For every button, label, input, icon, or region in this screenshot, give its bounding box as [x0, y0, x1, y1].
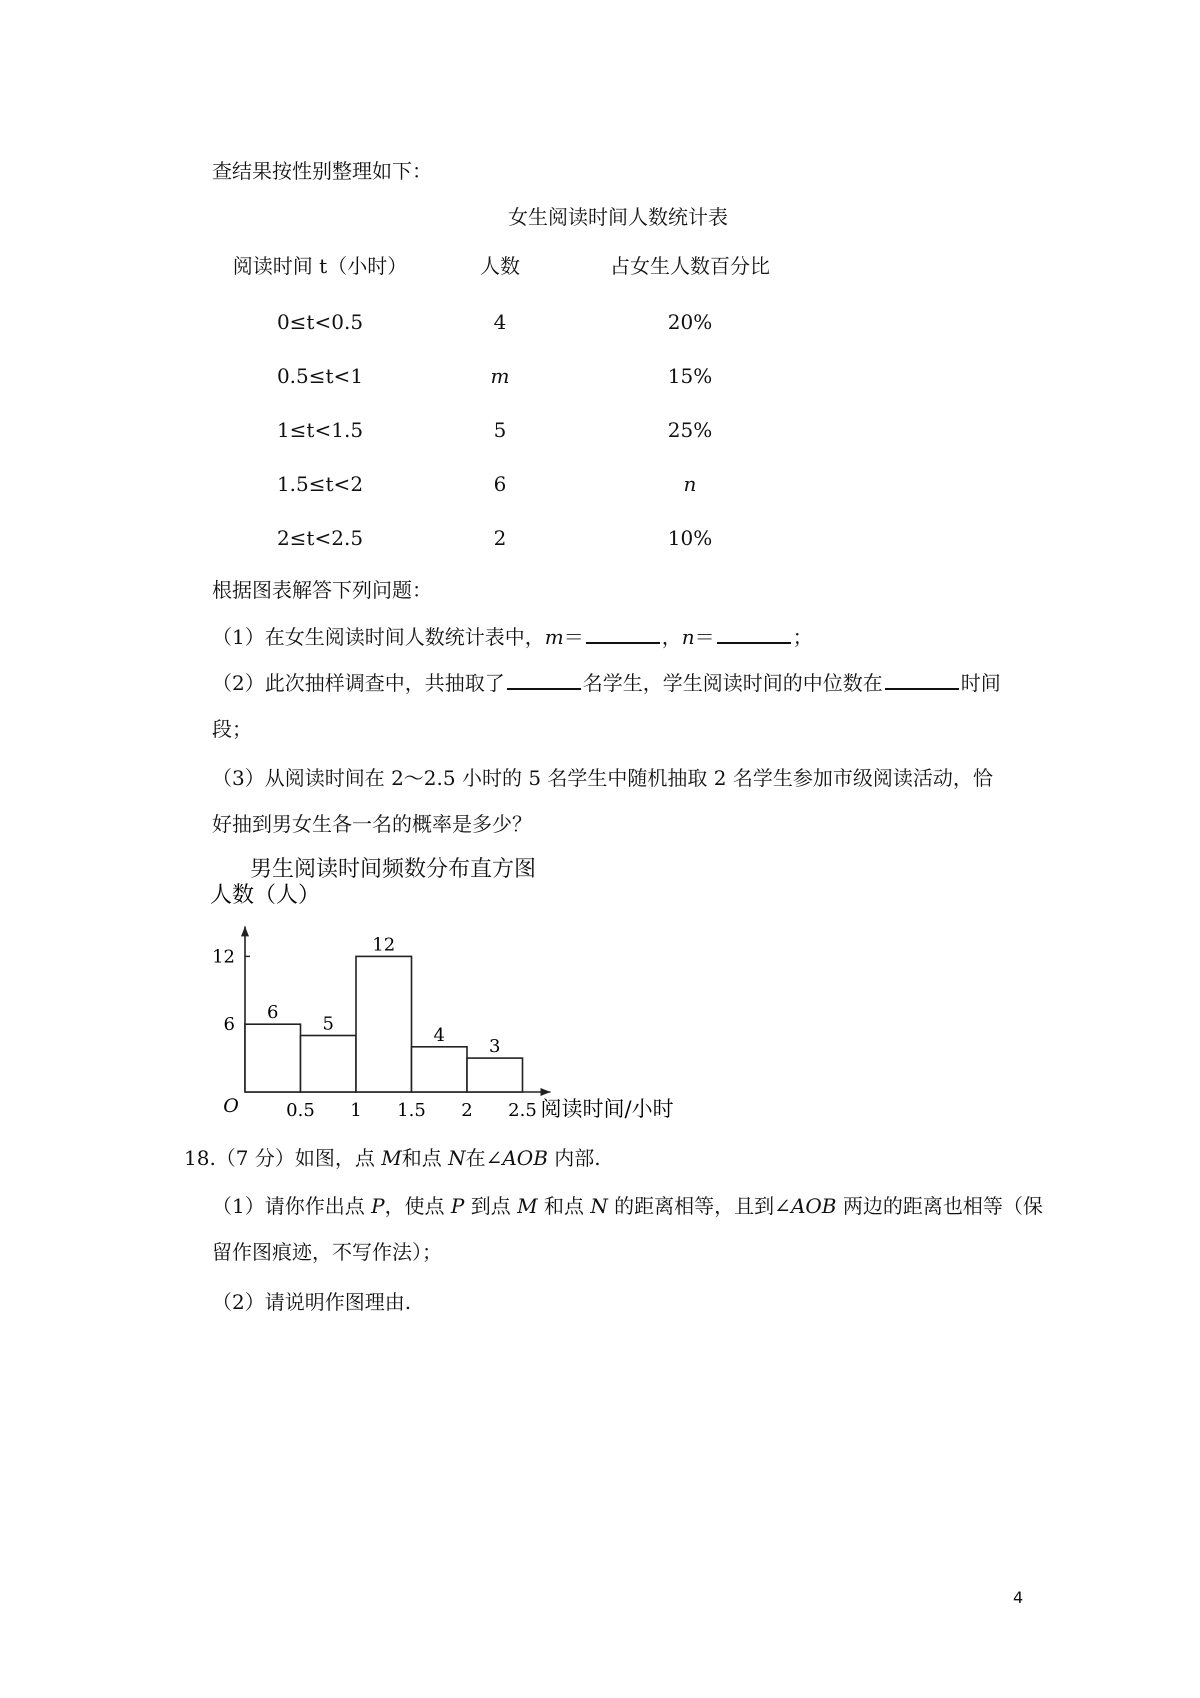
angle-aob: AOB [502, 1146, 548, 1170]
histogram-bar [245, 1024, 301, 1092]
y-tick-label: 6 [223, 1014, 235, 1036]
equals-sign: ＝ [563, 625, 584, 649]
equals-sign: ＝ [694, 625, 715, 649]
question-2-end: 时间 [960, 671, 1001, 695]
histogram-bar [412, 1047, 468, 1092]
question-18-title [184, 1143, 601, 1173]
bar-value-label: 3 [489, 1036, 501, 1058]
origin-label: O [223, 1095, 239, 1117]
table-header-percent: 占女生人数百分比 [610, 254, 770, 278]
x-tick-label: 2 [461, 1100, 473, 1121]
question-3-line1: （3）从阅读时间在 2～2.5 小时的 5 名学生中随机抽取 2 名学生参加市级阅读活动，恰 [212, 766, 993, 790]
point-p: P [450, 1194, 465, 1218]
x-axis-arrow [541, 1088, 551, 1096]
table-cell-time: 1≤t<1.5 [276, 418, 364, 442]
x-tick-label: 0.5 [286, 1100, 315, 1121]
point-p: P [371, 1194, 385, 1218]
q18-text: 到点 [464, 1194, 518, 1218]
table-cell-percent: 25% [667, 418, 713, 442]
table-cell-percent: 20% [667, 310, 713, 334]
table-cell-percent: n [683, 472, 697, 496]
q18-text: 18.（7 分）如图，点 [184, 1146, 382, 1170]
y-axis-arrow [241, 926, 249, 936]
question-2 [212, 668, 1001, 698]
var-n: n [681, 625, 695, 649]
var-m: m [544, 625, 564, 649]
q18-text: 和点 [401, 1146, 449, 1170]
question-2-line2: 段； [212, 717, 252, 741]
point-m: M [517, 1194, 538, 1218]
question-18-part1-line2: 留作图痕迹，不写作法）； [212, 1240, 442, 1264]
q18-text: 内部. [547, 1146, 601, 1170]
x-axis-label: 阅读时间/小时 [540, 1097, 674, 1121]
histogram-chart [200, 880, 720, 1130]
question-1-text: （1）在女生阅读时间人数统计表中， [212, 625, 545, 649]
table-cell-count: 2 [493, 526, 507, 550]
intro-text: 查结果按性别整理如下： [212, 159, 432, 183]
chart-title: 男生阅读时间频数分布直方图 [250, 857, 537, 882]
q18-text: （1）请你作出点 [212, 1194, 372, 1218]
table-cell-time: 0≤t<0.5 [276, 310, 364, 334]
bar-value-label: 5 [322, 1013, 334, 1035]
table-title: 女生阅读时间人数统计表 [508, 205, 728, 229]
table-header-count: 人数 [480, 254, 520, 278]
end-mark: ； [792, 625, 813, 649]
plot-area [212, 926, 673, 1121]
answer-blank-median[interactable] [885, 668, 959, 690]
point-m: M [381, 1146, 402, 1170]
table-cell-percent: 10% [667, 526, 713, 550]
histogram-bar [467, 1058, 523, 1092]
table-cell-count: 6 [493, 472, 507, 496]
table-cell-time: 1.5≤t<2 [276, 472, 364, 496]
question-18-part1 [212, 1191, 1043, 1221]
question-2-mid: 名学生，学生阅读时间的中位数在 [582, 671, 883, 695]
question-18-part2: （2）请说明作图理由. [212, 1290, 412, 1314]
histogram-bar [356, 956, 412, 1092]
x-tick-label: 1.5 [397, 1100, 426, 1121]
histogram-bar [301, 1036, 357, 1093]
point-n: N [590, 1194, 608, 1218]
angle-aob: AOB [790, 1194, 837, 1218]
y-axis-label: 人数（人） [210, 883, 321, 908]
answer-blank-total[interactable] [507, 668, 581, 690]
table-cell-time: 0.5≤t<1 [276, 364, 364, 388]
table-cell-percent: 15% [667, 364, 713, 388]
table-cell-count: 4 [493, 310, 507, 334]
table-cell-time: 2≤t<2.5 [276, 526, 364, 550]
q18-text: ，使点 [384, 1194, 451, 1218]
q18-text: 两边的距离也相等（保 [836, 1194, 1043, 1218]
question-2-text: （2）此次抽样调查中，共抽取了 [212, 671, 505, 695]
x-tick-label: 2.5 [508, 1100, 537, 1121]
bar-value-label: 12 [372, 934, 396, 956]
q18-text: 在∠ [465, 1146, 503, 1170]
table-header-time: 阅读时间 t（小时） [232, 254, 408, 278]
table-cell-count: 5 [493, 418, 507, 442]
prompt-text: 根据图表解答下列问题： [212, 578, 432, 602]
question-3-line2: 好抽到男女生各一名的概率是多少？ [212, 812, 532, 836]
y-tick-label: 12 [212, 946, 235, 968]
x-tick-label: 1 [350, 1100, 362, 1121]
bar-value-label: 6 [267, 1002, 279, 1024]
question-1 [212, 622, 813, 652]
answer-blank-n[interactable] [717, 622, 791, 644]
table-cell-count: m [490, 364, 510, 388]
bar-value-label: 4 [433, 1024, 445, 1046]
separator: ， [661, 625, 682, 649]
q18-text: 的距离相等，且到∠ [607, 1194, 791, 1218]
page-number: 4 [1013, 1588, 1024, 1607]
point-n: N [448, 1146, 466, 1170]
answer-blank-m[interactable] [586, 622, 660, 644]
q18-text: 和点 [537, 1194, 591, 1218]
